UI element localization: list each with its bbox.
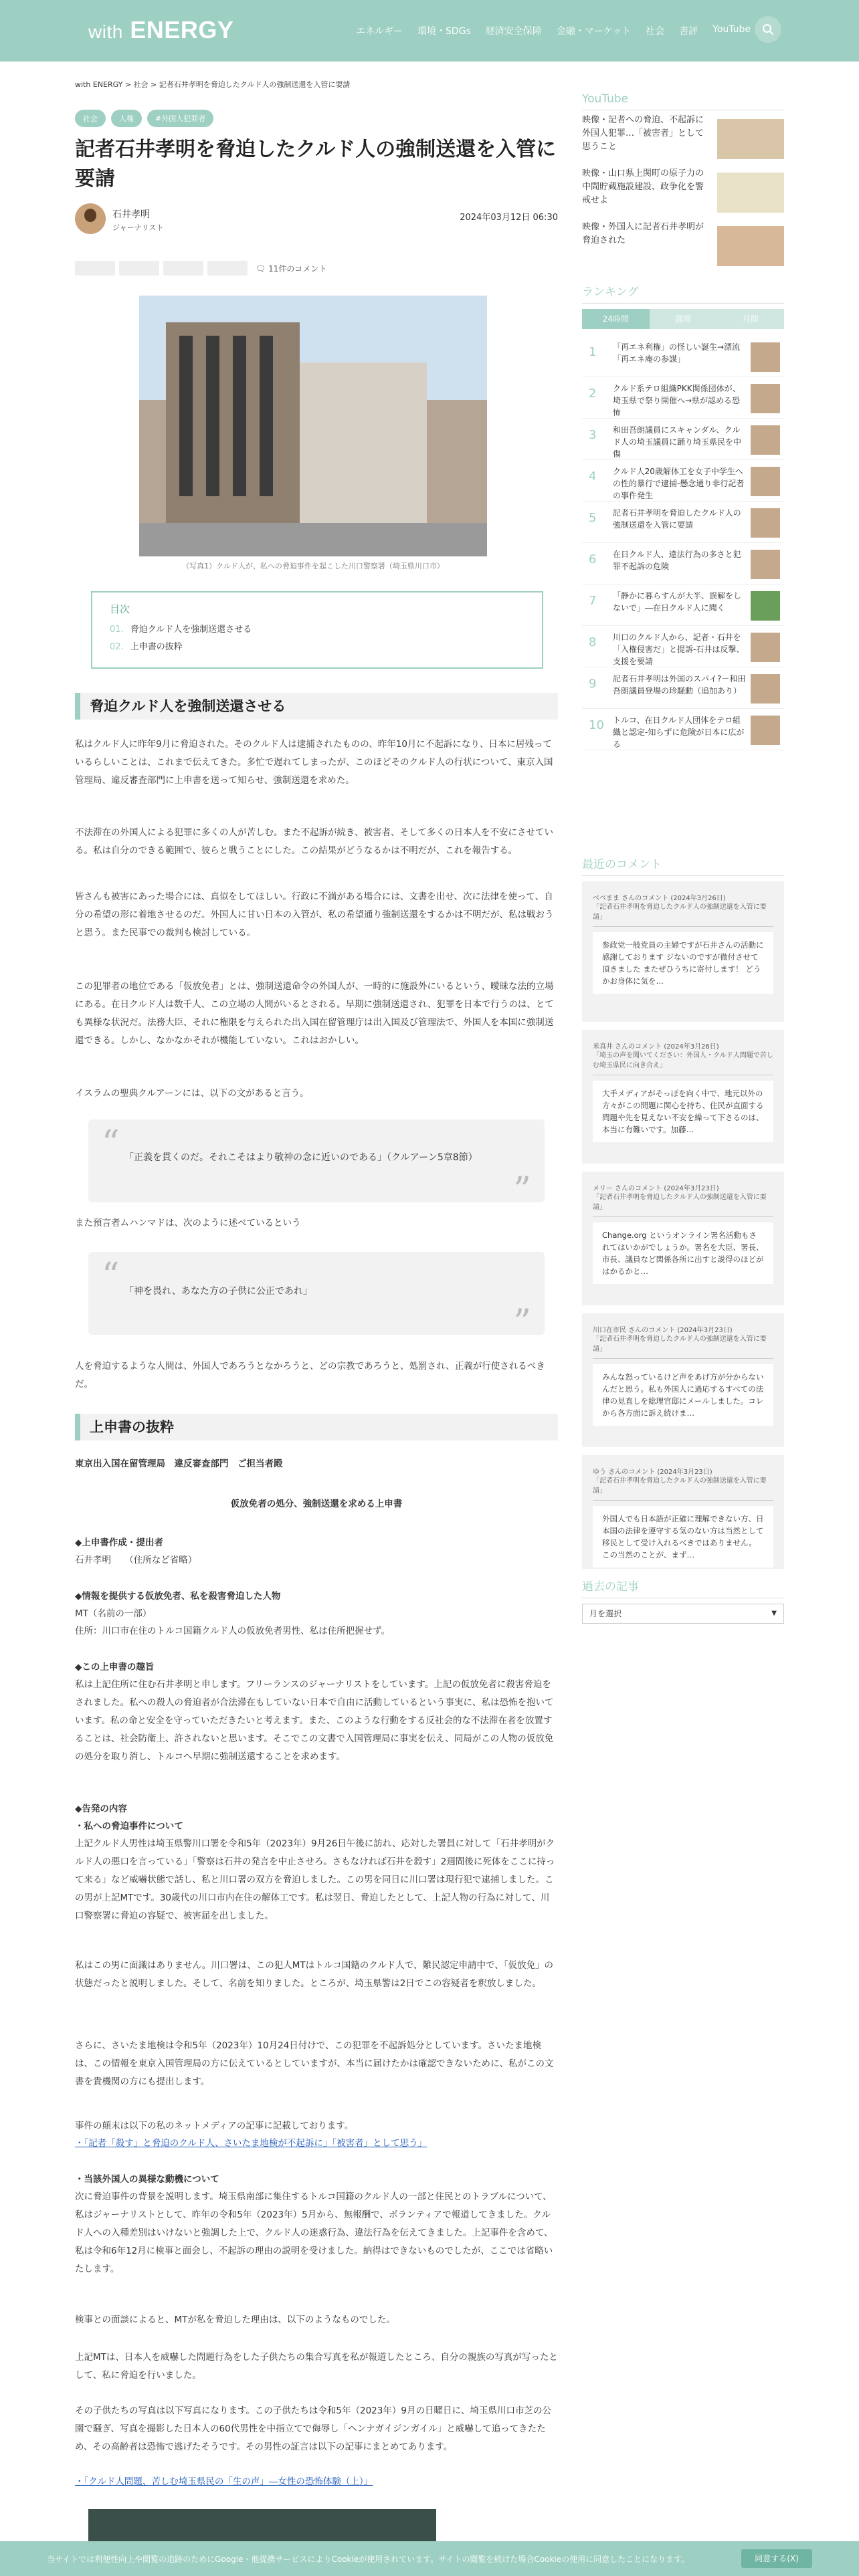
article-title: 記者石井孝明を脅迫したクルド人の強制送還を入管に要請	[75, 138, 557, 191]
letter-section-heading: ◆告発の内容	[75, 1804, 127, 1814]
letter-subheading: ・私への脅迫事件について	[75, 1821, 183, 1832]
ranking-thumbnail	[751, 633, 780, 662]
sidebar-heading-comments: 最近のコメント	[582, 855, 784, 876]
letter-address: 東京出入国在留管理局 違反審査部門 ご担当者殿	[75, 1459, 283, 1469]
article-link[interactable]: ・「クルド人問題、苦しむ埼玉県民の「生の声」―女性の恐怖体験（上）」	[75, 2476, 373, 2487]
paragraph: 次に脅迫事件の背景を説明します。埼玉県南部に集住するトルコ国籍のクルド人の一部と住民とのトラブルについて、私はジャーナリストとして、昨年の令和5年（2023年）5月から、無報酬で、ボランティアで報道してきました。クルド人への入種差別はいけないと強調した上で、クルド人の迷惑行為、違法行為を伝えてきました。上記事件を含めて、私は令和6年12月に検事と面会し、不起訴の理由の説明を受けました。納得はできないものでしたが、ここでは省略いたします。	[75, 2191, 553, 2274]
blockquote	[88, 1252, 545, 1343]
paragraph: 石井孝明 （住所など省略）	[75, 1555, 197, 1566]
share-bar	[75, 261, 326, 276]
section-heading: 上申書の抜粋	[75, 1414, 558, 1440]
share-button[interactable]	[119, 261, 159, 276]
paragraph: 不法滞在の外国人による犯罪に多くの人が苦しむ。また不起訴が続き、被害者、そして多くの日本人を不安にさせている。私は自分のできる範囲で、彼らと戦うことにした。この結果がどうなるかは不明だが、これを報告する。	[75, 827, 553, 856]
comment-card[interactable]: メリー さんのコメント (2024年3月23日) 「記者石井孝明を脅迫したクルド人の強制送還を入管に要請」 Change.org というオンライン署名活動もされてはいかがでしょうか。署名を大臣、署長、市長、議員など関係各所に出すと説得のほどがはかるかと…	[582, 1172, 784, 1305]
paragraph: 皆さんも被害にあった場合には、真似をしてほしい。行政に不満がある場合には、文書を出せ、次に法律を使って、自分の希望の形に着地させるのだ。外国人に甘い日本の入管が、私の希望通り強制送還をするかは不明だが、私は戦おうと思う。また民事での裁判も検討している。	[75, 891, 554, 938]
ranking-thumbnail	[751, 550, 780, 579]
quote-close-icon: ”	[513, 1303, 531, 1343]
paragraph: 上記MTは、日本人を威嚇した問題行為をした子供たちの集合写真を私が報道したところ、自分の親族の写真が写ったとして、私に脅迫を行いました。	[75, 2352, 558, 2381]
share-button[interactable]	[163, 261, 203, 276]
ranking-item[interactable]: 5 記者石井孝明を脅迫したクルド人の強制送還を入管に要請	[582, 502, 784, 543]
comment-card[interactable]: 川口在市民 さんのコメント (2024年3月23日) 「記者石井孝明を脅迫したクルド人の強制送還を入管に要請」 みんな怒っているけど声をあげ方が分からないんだと思う。私も外国人に過応するすべての法律の見直しを総理官邸にメールしました。コレから各方面に訴え続けま…	[582, 1313, 784, 1447]
chevron-down-icon: ▼	[771, 1610, 777, 1617]
paragraph: 検事との面談によると、MTが私を脅迫した理由は、以下のようなものでした。	[75, 2315, 395, 2325]
ranking-item[interactable]: 3 和田吾朗議員にスキャンダル、クルド人の埼玉議員に踊り埼玉県民を中傷	[582, 419, 784, 460]
ranking-thumbnail	[751, 508, 780, 538]
ranking-thumbnail	[751, 342, 780, 372]
ranking-item[interactable]: 1 「再エネ利権」の怪しい誕生→漂流「再エネ庵の参謀」	[582, 336, 784, 377]
letter-section-heading: ◆この上申書の趣旨	[75, 1662, 155, 1673]
quote-text: 「正義を貫くのだ。それこそはより敬神の念に近いのである」（クルアーン5章8節）	[124, 1152, 478, 1163]
toc-item[interactable]: 02. 上申書の抜粋	[110, 642, 183, 652]
cookie-banner	[0, 2541, 859, 2576]
ranking-thumbnail	[751, 591, 780, 621]
nav-item-finance[interactable]: 金融・マーケット	[556, 26, 632, 37]
publish-date: 2024年03月12日 06:30	[460, 213, 558, 223]
main-nav	[356, 24, 765, 37]
letter-title: 仮放免者の処分、強制送還を求める上申書	[230, 1499, 403, 1509]
youtube-item[interactable]: 映像・山口県上関町の原子力の中間貯蔵施設建設、政争化を警戒せよ	[582, 167, 784, 221]
comment-card[interactable]: ゆう さんのコメント (2024年3月23日) 「記者石井孝明を脅迫したクルド人の強制送還を入管に要請」 外国人でも日本語が正確に理解できない方、日本国の法律を遵守する気のない方は当然として移民として受け入れるべきではありません。この当然のことが、まず…	[582, 1455, 784, 1569]
nav-item-environment[interactable]: 環境・SDGs	[417, 26, 471, 37]
paragraph: さらに、さいたま地検は令和5年（2023年）10月24日付けで、この犯罪を不起訴処分としています。さいたま地検は、この情報を東京入国管理局の方に伝えているとしていますが、本当に届けたかは確認できないために、私がこの文書を貴機関の方にも提出します。	[75, 2040, 554, 2087]
paragraph: 私はクルド人に昨年9月に脅迫された。そのクルド人は逮捕されたものの、昨年10月に不起訴になり、日本に居残っているらしいことは、これまで伝えてきた。多忙で遅れてしまったが、このほどそのクルド人の行状について、東京入国管理局、違反審査部門に上申書を送って知らせ、強制送還を求めた。	[75, 739, 553, 786]
paragraph: 私はこの男に面識はありません。川口署は、この犯人MTはトルコ国籍のクルド人で、難民認定申請中で、「仮放免」の状態だったと説明しました。そして、名前を知りました。ところが、埼玉県警は2日でこの容疑者を釈放しました。	[75, 1960, 554, 1989]
paragraph: その子供たちの写真は以下写真になります。この子供たちは令和5年（2023年）9月の日曜日に、埼玉県川口市芝の公園で騒ぎ、写真を撮影した日本人の60代男性を中指立てで侮辱し「ヘンナガイジンガイル」と威嚇して追ってきたため、その高齢者は恐怖で逃げたそうです。その男性の証言は以下の記事にまとめてあります。	[75, 2405, 551, 2452]
ranking-item[interactable]: 6 在日クルド人、違法行為の多さと犯罪不起訴の危険	[582, 543, 784, 584]
ranking-item[interactable]: 2 クルド系テロ組織PKK関係団体が、埼玉県で祭り開催へ→県が認める恐怖	[582, 377, 784, 419]
author-role: ジャーナリスト	[112, 223, 164, 232]
tag-item[interactable]: 人権	[111, 110, 142, 127]
ranking-thumbnail	[751, 674, 780, 704]
video-thumbnail	[717, 226, 784, 266]
comment-icon: 🗨	[256, 263, 266, 274]
paragraph: また預言者ムハンマドは、次のように述べているという	[75, 1218, 301, 1228]
nav-item-books[interactable]: 書評	[679, 26, 698, 37]
ranking-thumbnail	[751, 467, 780, 496]
tag-list	[75, 110, 213, 127]
article-photo	[139, 296, 487, 556]
article-image	[88, 2509, 436, 2541]
sidebar-heading-archive: 過去の記事	[582, 1577, 784, 1598]
video-thumbnail	[717, 173, 784, 213]
letter-subheading: ・当該外国人の異様な動機について	[75, 2174, 219, 2185]
table-of-contents	[91, 591, 543, 669]
search-button[interactable]	[755, 16, 781, 43]
paragraph: この犯罪者の地位である「仮放免者」とは、強制送還命令の外国人が、一時的に施設外にいるという、曖昧な法的立場にある。在日クルド人は数千人、この立場の人間がいるとされる。早期に強制送還され、犯罪を日本で行うのは、とても異様な状況だ。法務大臣、それに権限を与えられた出入国在留管理庁は出入国及び管理法で、外国人を本国に強制送還できる。しかし、なかなかそれが機能していない。これはおかしい。	[75, 981, 554, 1046]
nav-item-security[interactable]: 経済安全保障	[485, 26, 542, 37]
breadcrumb[interactable]: with ENERGY > 社会 > 記者石井孝明を脅迫したクルド人の強制送還を入管に要請	[75, 80, 351, 89]
tab-monthly[interactable]: 月間	[717, 309, 784, 329]
quote-open-icon: “	[102, 1256, 120, 1296]
letter-section-heading: ◆上申書作成・提出者	[75, 1537, 163, 1548]
comment-count-link[interactable]: 🗨 11件のコメント	[256, 263, 327, 274]
author-block	[75, 203, 558, 243]
letter-section-heading: ◆情報を提供する仮放免者、私を殺害脅迫した人物	[75, 1591, 281, 1602]
quote-open-icon: “	[102, 1123, 120, 1164]
tab-24h[interactable]: 24時間	[582, 309, 650, 329]
paragraph: 事件の顛末は以下の私のネットメディアの記事に記載しております。	[75, 2121, 354, 2131]
toc-item[interactable]: 01. 脅迫クルド人を強制送還させる	[110, 625, 252, 635]
ranking-item[interactable]: 7 「静かに暮らすんが大半、誤解をしないで」―在日クルド人に聞く	[582, 584, 784, 626]
youtube-item[interactable]: 映像・外国人に記者石井孝明が脅迫された	[582, 221, 784, 274]
archive-select[interactable]: 月を選択 ▼	[582, 1604, 784, 1624]
sidebar-heading-youtube: YouTube	[582, 92, 784, 110]
section-heading: 脅迫クルド人を強制送還させる	[75, 693, 558, 720]
tag-item[interactable]: #外国人犯罪者	[147, 110, 213, 127]
cookie-text: 当サイトでは利便性向上や閲覧の追跡のためにGoogle・他提携サービスによりCookieが使用されています。サイトの閲覧を続けた場合Cookieの使用に同意したことになります。	[47, 2555, 690, 2564]
ranking-thumbnail	[751, 425, 780, 455]
search-icon	[762, 23, 774, 35]
paragraph: 上記クルド人男性は埼玉県警川口署を令和5年（2023年）9月26日午後に訪れ、応対した署員に対して「石井孝明がクルド人の悪口を言っている」「警察は石井の発言を中止させろ。さもなければ石井を殺す」2週間後に死体をここに持って来る」など威嚇状態で話し、私と川口署の双方を脅迫しました。この男を同日に川口署は現行犯で逮捕しました。この男が上記MTです。30歳代の川口市内在住の解体工です。私は翌日、脅迫したとして、上記人物の行為に対して、川口警察署に脅迫の容疑で、被害届を出しました。	[75, 1838, 555, 1921]
avatar[interactable]	[75, 203, 106, 234]
share-button[interactable]	[75, 261, 115, 276]
toc-title: 目次	[110, 603, 130, 615]
article-link[interactable]: ・「記者「殺す」と脅迫のクルド人、さいたま地検が不起訴に」「被害者」として思う」	[75, 2138, 427, 2149]
ranking-tabs	[582, 309, 784, 329]
paragraph: 私は上記住所に住む石井孝明と申します。フリーランスのジャーナリストをしています。上記の仮放免者に殺害脅迫をされました。私への殺人の脅迫者が合法滞在もしていない日本で自由に活動しているという事実に、私は恐怖を抱いています。私の命と安全を守っていただきたいと考えます。また、このような行動をする反社会的な不法滞在者を放置することは、社会防衛上、許されないと思います。そこでこの文書で入国管理局に事実を伝え、同局がこの人物の仮放免の処分を取り消し、トルコへ早期に強制送還することを求めます。	[75, 1679, 554, 1762]
quote-text: 「神を畏れ、あなた方の子供に公正であれ」	[124, 1286, 312, 1297]
tab-weekly[interactable]: 週間	[650, 309, 717, 329]
site-logo[interactable]: with ENERGY	[88, 16, 234, 43]
blockquote	[88, 1119, 545, 1210]
ranking-item[interactable]: 10 トルコ、在日クルド人団体をテロ組織と認定-知らずに危険が日本に広がる	[582, 709, 784, 750]
video-thumbnail	[717, 119, 784, 159]
tag-item[interactable]: 社会	[75, 110, 106, 127]
comment-card[interactable]: べべまま さんのコメント (2024年3月26日) 「記者石井孝明を脅迫したクルド人の強制送還を入管に要請」 参政党一般党員の主婦ですが石井さんの活動に感謝しております ジないのですが微付させて頂きました またぜひうちに寄付します！ どうかお身体に気を…	[582, 881, 784, 1022]
ranking-item[interactable]: 9 記者石井孝明は外国のスパイ?－和田吾朗議員登場の珍騒動（追加あり）	[582, 667, 784, 709]
ranking-thumbnail	[751, 384, 780, 413]
nav-item-youtube[interactable]: YouTube	[712, 24, 751, 35]
quote-close-icon: ”	[513, 1170, 531, 1210]
ranking-item[interactable]: 8 川口のクルド人から、記者・石井を「入権侵害だ」と提訴-石井は反撃、支援を要請	[582, 626, 784, 667]
sidebar-heading-ranking: ランキング	[582, 282, 784, 304]
paragraph: 住所：川口市在住のトルコ国籍クルド人の仮放免者男性、私は住所把握せず。	[75, 1626, 391, 1636]
paragraph: MT（名前の一部）	[75, 1608, 152, 1619]
ranking-thumbnail	[751, 716, 780, 745]
nav-item-energy[interactable]: エネルギー	[356, 26, 403, 37]
nav-item-society[interactable]: 社会	[646, 26, 665, 37]
site-header	[0, 0, 859, 62]
cookie-accept-button[interactable]: 同意する(X)	[741, 2549, 812, 2568]
paragraph: 人を脅迫するような人間は、外国人であろうとなかろうと、どの宗教であろうと、処罰され、正義が行使されるべきだ。	[75, 1361, 545, 1390]
paragraph: イスラムの聖典クルアーンには、以下の文があると言う。	[75, 1088, 309, 1099]
comment-card[interactable]: 米真井 さんのコメント (2024年3月26日) 「埼玉の声を聞いてください：外国人・クルド人問題で苦しむ埼玉県民に向き合え」 大手メディアがそっぽを向く中で、地元以外の方々がこの問題に関心を持ち、住民が直面する問題や先を見えない不安を繰って下さるのは、本当に有難いです。加藤…	[582, 1030, 784, 1164]
photo-caption: （写真1）クルド人が、私への脅迫事件を起こした川口警察署（埼玉県川口市）	[182, 562, 444, 570]
author-name[interactable]: 石井孝明	[112, 209, 150, 220]
ranking-item[interactable]: 4 クルド人20歳解体工を女子中学生への性的暴行で逮捕-懸念通り非行記者の事件発生	[582, 460, 784, 502]
youtube-item[interactable]: 映像・記者への脅迫、不起訴に 外国人犯罪…「被害者」として思うこと	[582, 114, 784, 167]
share-button[interactable]	[207, 261, 248, 276]
